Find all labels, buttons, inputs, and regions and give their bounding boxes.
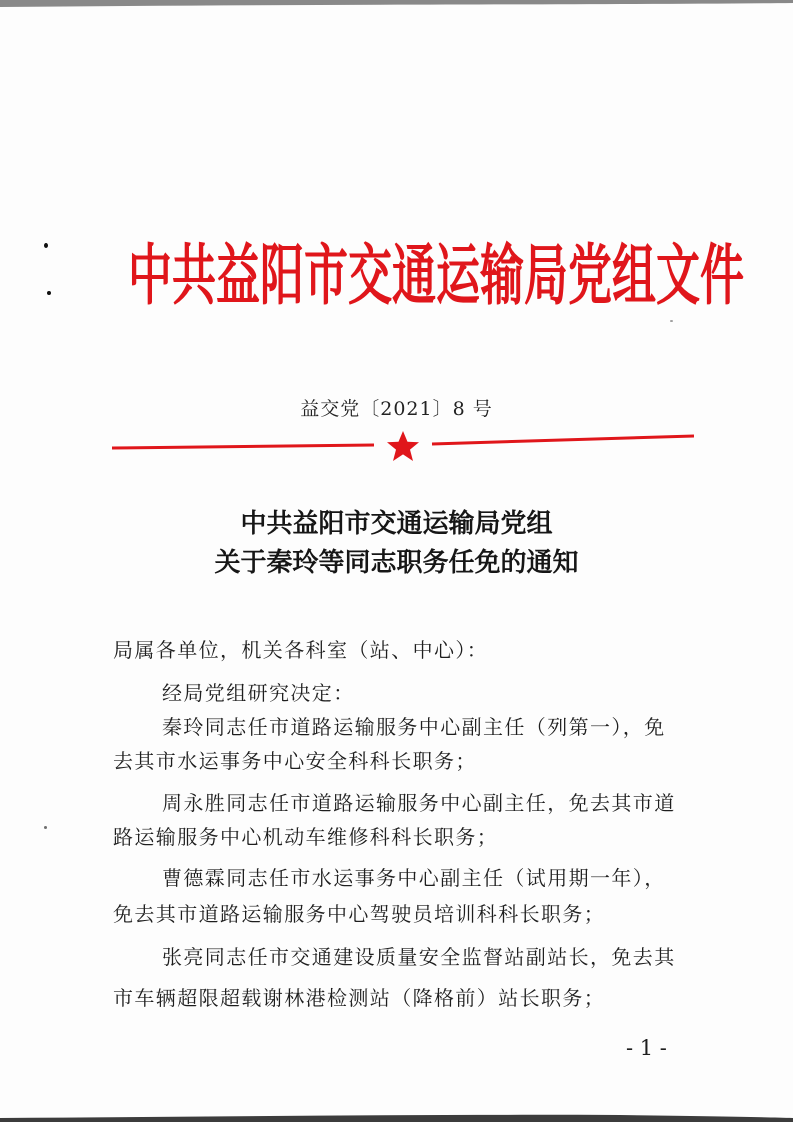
body-paragraph-line: 张亮同志任市交通建设质量安全监督站副站长，免去其 [162, 945, 676, 969]
body-paragraph-line: 路运输服务中心机动车维修科科长职务； [113, 825, 499, 849]
scan-speck [47, 291, 51, 295]
body-paragraph-line: 去其市水运事务中心安全科科长职务； [113, 749, 477, 773]
scan-speck [44, 826, 47, 829]
body-paragraph-line: 市车辆超限超载谢林港检测站（降格前）站长职务； [113, 986, 606, 1010]
salutation: 局属各单位，机关各科室（站、中心）： [113, 638, 489, 662]
document-number: 益交党〔2021〕8 号 [300, 398, 493, 420]
body-paragraph-line: 周永胜同志任市道路运输服务中心副主任，免去其市道 [162, 791, 676, 815]
page-number: - 1 - [626, 1036, 667, 1060]
star-icon [387, 431, 419, 461]
scan-bottom-edge [0, 1106, 793, 1122]
scan-top-edge [0, 0, 793, 10]
notice-title-line1: 中共益阳市交通运输局党组 [240, 509, 553, 539]
document-header-title: 中共益阳市交通运输局党组文件 [128, 238, 744, 315]
body-paragraph-line: 免去其市道路运输服务中心驾驶员培训科科长职务； [113, 902, 606, 926]
body-paragraph-line: 经局党组研究决定： [162, 681, 355, 705]
scan-speck [44, 243, 48, 248]
body-paragraph-line: 秦玲同志任市道路运输服务中心副主任（列第一），免 [162, 715, 666, 739]
body-paragraph-line: 曹德霖同志任市水运事务中心副主任（试用期一年）， [162, 866, 666, 890]
notice-title-line2: 关于秦玲等同志职务任免的通知 [214, 548, 579, 578]
red-separator-rule [112, 430, 694, 464]
